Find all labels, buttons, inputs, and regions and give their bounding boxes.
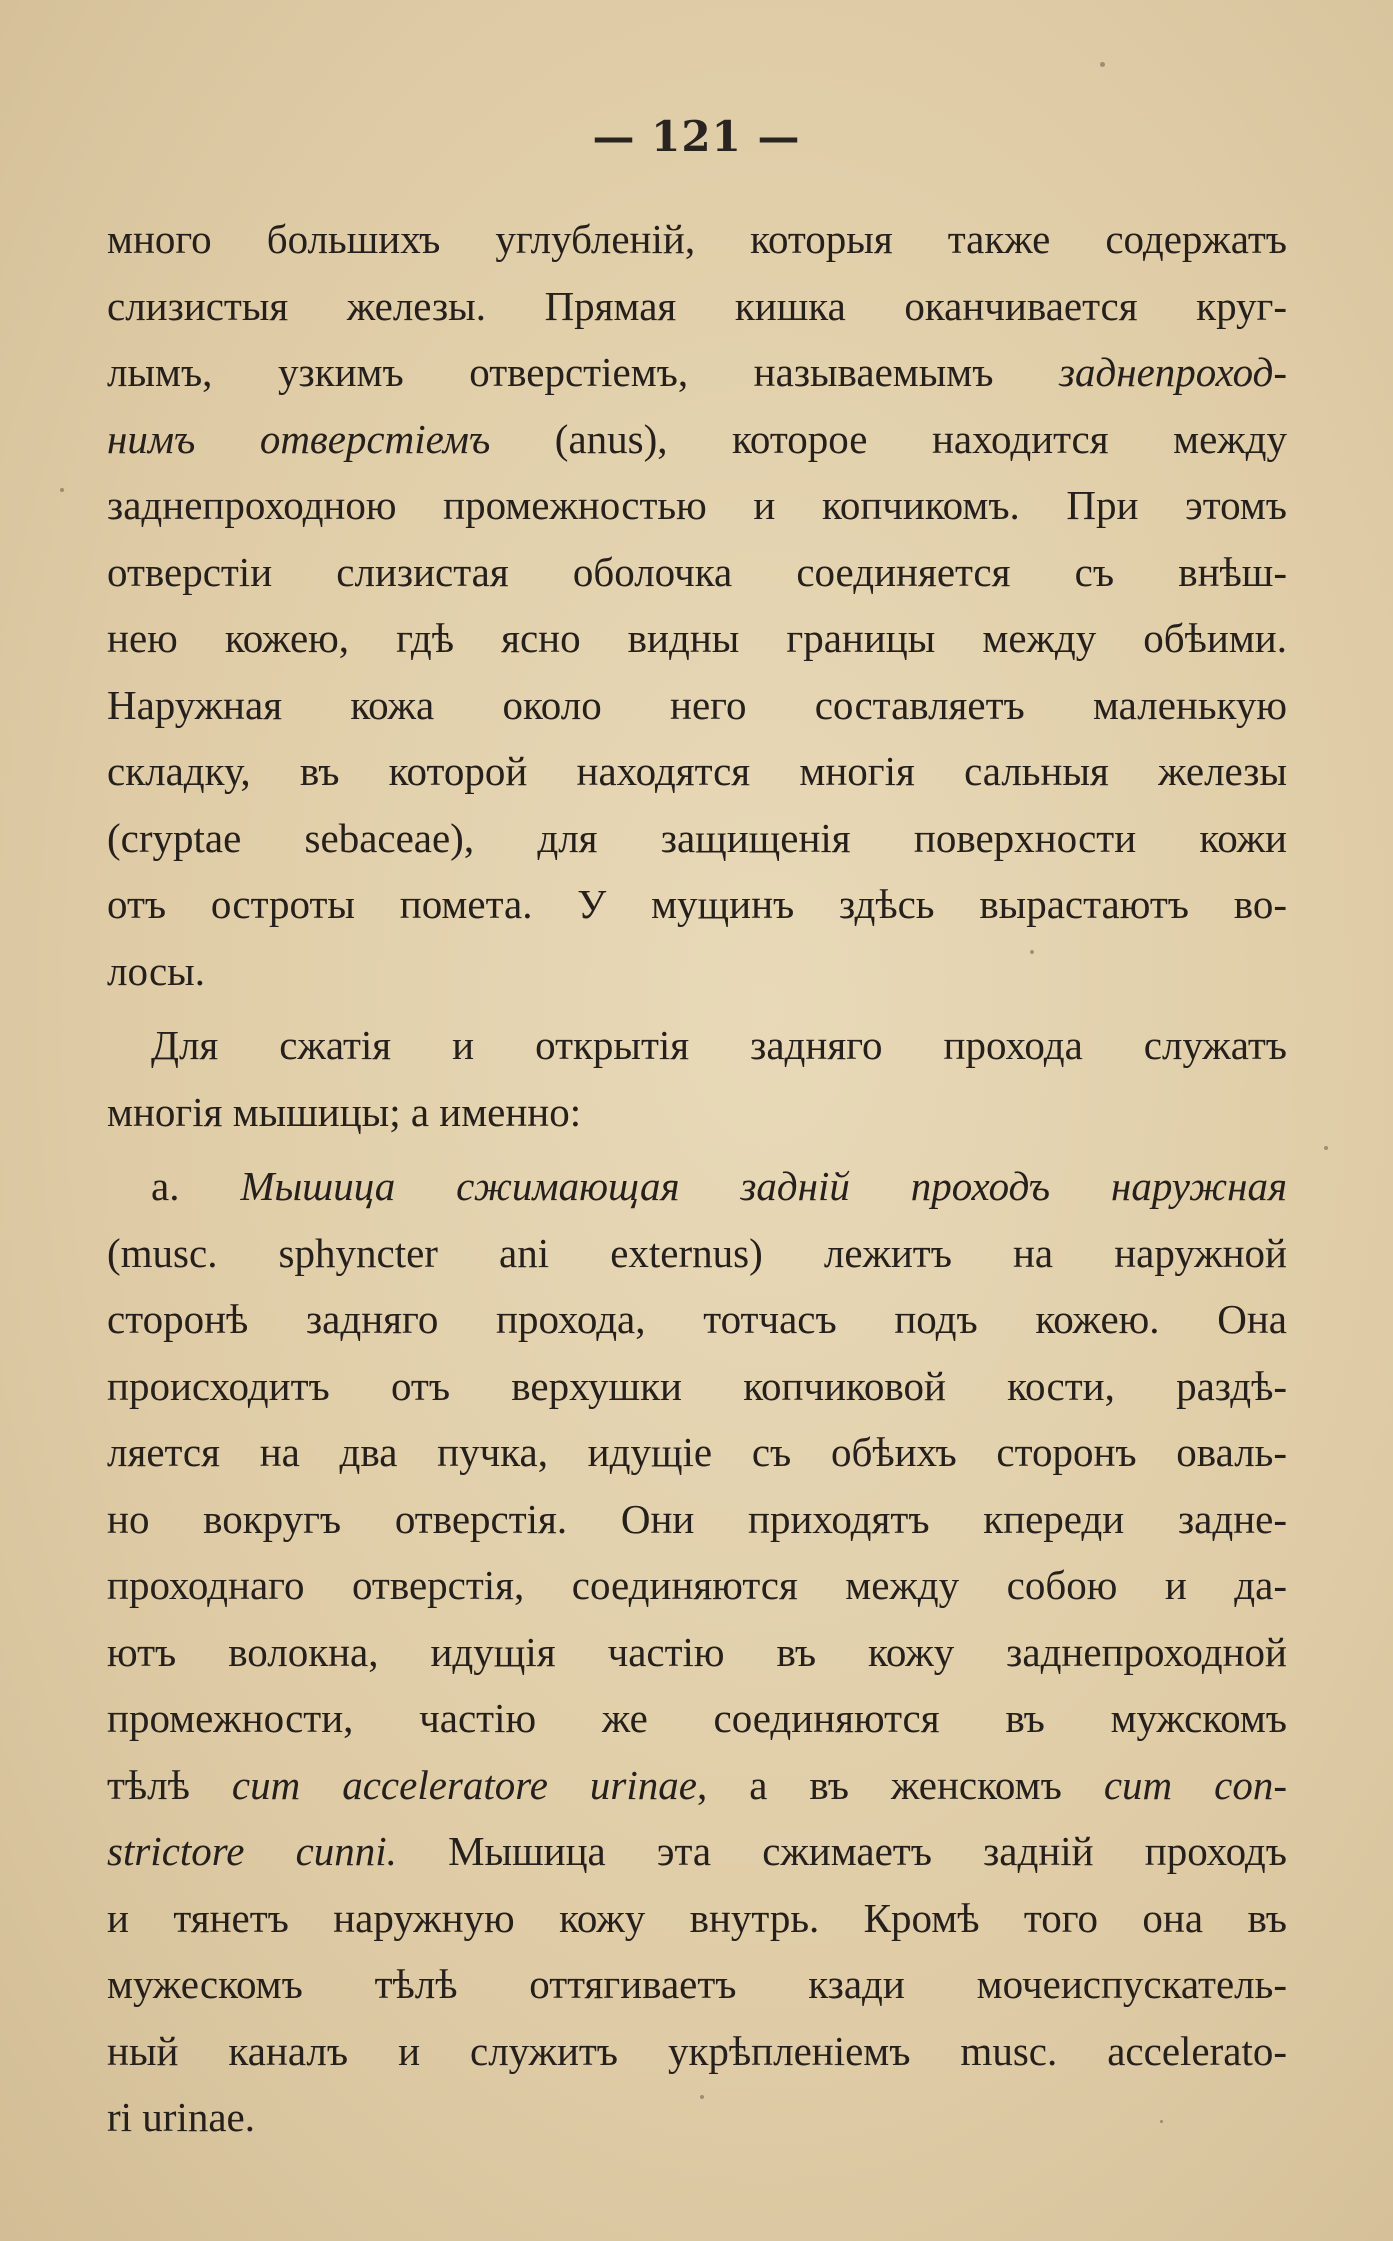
italic-text: Мышица сжимающая задній проходъ наружная [240,1163,1288,1209]
text-line [107,406,1287,473]
text-line [107,2084,1287,2151]
text-segment: лымъ, узкимъ отверстіемъ, называемымъ [107,349,1060,395]
text-segment: заднепроходною промежностью и копчикомъ. При этомъ [107,482,1287,528]
text-line [107,1486,1287,1553]
text-segment: тѣлѣ [107,1761,232,1808]
text-segment: но вокругъ отверстія. Они приходятъ кпереди задне- [107,1495,1287,1542]
text-line [107,805,1287,872]
italic-text: заднепроход- [1059,349,1287,395]
text-segment: промежности, частію же соединяются въ мужскомъ [107,1695,1287,1741]
italic-text: нимъ отверстіемъ [107,415,491,462]
text-segment: проходнаго отверстія, соединяются между собою и да- [107,1562,1287,1608]
text-line [107,1685,1287,1752]
text-line [107,1012,1287,1079]
text-segment: слизистыя железы. Прямая кишка оканчивается круг- [107,282,1287,329]
paper-speck [1160,2120,1163,2123]
italic-text: cum con- [1103,1761,1287,1808]
text-segment: Наружная кожа около него составляетъ маленькую [107,681,1287,728]
text-line [107,472,1287,539]
text-line [107,871,1287,938]
italic-text: cum acceleratore urinae [231,1761,697,1808]
text-segment: отверстіи слизистая оболочка соединяется съ внѣш- [107,548,1287,595]
text-segment: нею кожею, гдѣ ясно видны границы между обѣими. [107,615,1287,661]
text-segment: многія мышицы; а именно: [107,1088,582,1135]
text-segment: сторонѣ задняго прохода, тотчасъ подъ кожею. Она [107,1296,1287,1342]
text-segment: и тянетъ наружную кожу внутрь. Кромѣ того она въ [107,1894,1287,1941]
text-segment: отъ остроты помета. У мущинъ здѣсь вырастаютъ во- [107,881,1287,927]
text-line [107,672,1287,739]
text-segment: a. [151,1163,241,1209]
text-segment: ri urinae. [107,2094,255,2140]
text-segment: Для сжатія и открытія задняго прохода служатъ [151,1022,1287,1068]
text-line [107,539,1287,606]
text-segment: (musc. sphyncter ani externus) лежитъ на наружной [107,1229,1287,1276]
text-segment: много большихъ углубленій, которыя также содержатъ [107,216,1287,262]
text-line [107,1885,1287,1952]
paper-speck [1030,950,1034,954]
text-line [107,273,1287,340]
text-segment: ный каналъ и служитъ укрѣпленіемъ musc. accelerato- [107,2027,1287,2074]
text-line [107,2018,1287,2085]
text-segment: ляется на два пучка, идущіе съ обѣихъ сторонъ оваль- [107,1429,1287,1475]
paper-speck [60,488,64,492]
text-segment: (anus), которое находится между [490,415,1287,462]
text-segment: (cryptae sebaceae), для защищенія поверхности кожи [107,814,1287,861]
text-segment: лосы. [107,947,205,994]
text-line [107,738,1287,805]
paper-speck [1324,1146,1328,1150]
italic-text: strictore cunni. [107,1828,397,1874]
text-line [107,605,1287,672]
text-line [107,1220,1287,1287]
text-segment: , а въ женскомъ [696,1761,1104,1808]
text-segment: ютъ волокна, идущія частію въ кожу заднепроходной [107,1628,1287,1675]
body-text [107,206,1287,2151]
text-line [107,1552,1287,1619]
paper-speck [700,2095,704,2099]
text-line [107,1818,1287,1885]
text-line [107,206,1287,273]
text-line [107,938,1287,1005]
text-line [107,1419,1287,1486]
text-line [107,1951,1287,2018]
page-number: — 121 — [592,112,801,161]
text-line [107,1153,1287,1220]
text-line [107,1353,1287,1420]
text-line [107,1752,1287,1819]
text-segment: складку, въ которой находятся многія сальныя железы [107,748,1287,794]
text-segment: происходитъ отъ верхушки копчиковой кости, раздѣ- [107,1362,1287,1409]
text-line [107,1619,1287,1686]
text-line [107,339,1287,406]
text-line [107,1286,1287,1353]
text-line [107,1079,1287,1146]
text-segment: мужескомъ тѣлѣ оттягиваетъ кзади мочеиспускатель- [107,1961,1287,2007]
paper-speck [1100,62,1105,67]
text-segment: Мышица эта сжимаетъ задній проходъ [396,1828,1287,1874]
